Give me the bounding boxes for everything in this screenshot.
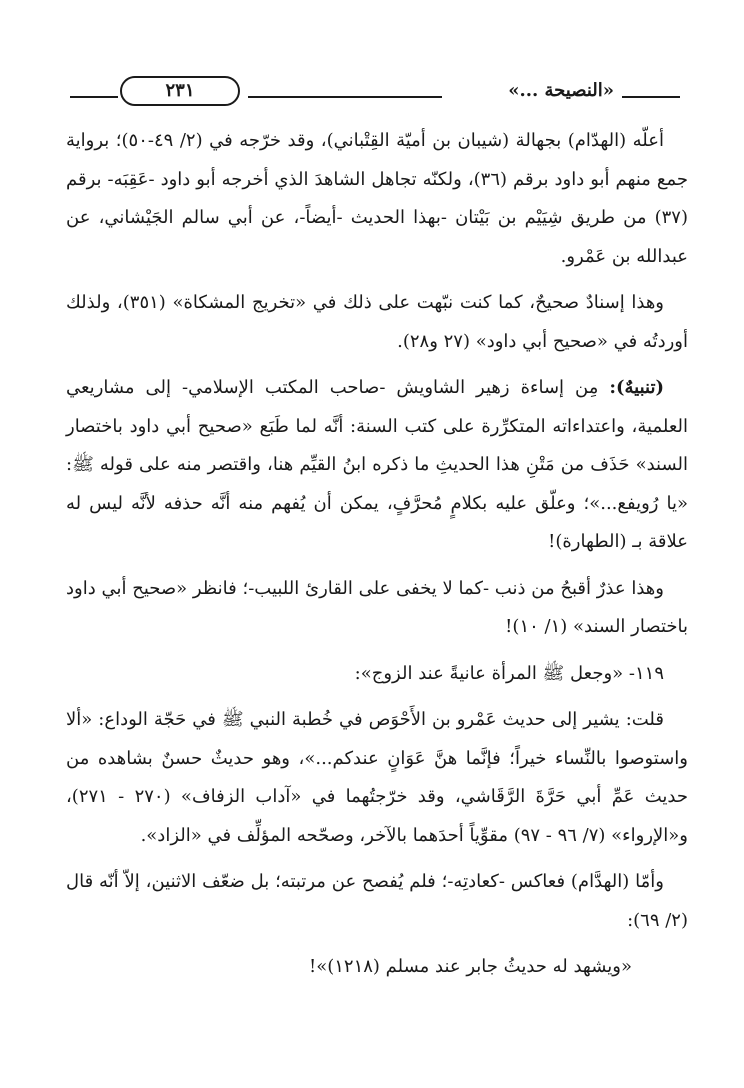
running-title: «النصيحة ...» xyxy=(508,80,614,101)
paragraph-4: وهذا عذرٌ أقبحُ من ذنب -كما لا يخفى على القارئ اللبيب-؛ فانظر «صحيح أبي داود باختصار السند» (١/ ١٠)! xyxy=(66,577,688,637)
paragraph-1: أعلّه (الهدّام) بجهالة (شيبان بن أميّة القِتْباني)، وقد خرّجه في (٢/ ٤٩-٥٠)؛ برواية جمع منهم أبو داود برقم (٣٦)، ولكنّه تجاهل الشاهدَ الذي أخرجه أبو داود -عَقِبَه- برقم (٣٧) من طريق شِيَيْم بن بَيْتان -بهذا الحديث -أيضاً-، عن أبي سالم الجَيْشاني، عن عبدالله بن عَمْرو. xyxy=(66,130,688,267)
header-rule-right xyxy=(622,96,680,98)
paragraph-7: وأمّا (الهدَّام) فعاكس -كعادتِه-؛ فلم يُفصح عن مرتبته؛ بل ضعّف الاثنين، إلاّ أنّه قال (٢/ ٦٩): xyxy=(66,871,688,931)
page-header xyxy=(70,72,680,112)
page-number-badge: ٢٣١ xyxy=(120,76,240,106)
paragraph-8: «ويشهد له حديثُ جابر عند مسلم (١٢١٨)»! xyxy=(308,956,632,977)
paragraph-2: وهذا إسنادٌ صحيحٌ، كما كنت نبّهت على ذلك في «تخريج المشكاة» (٣٥١)، ولذلك أوردتُه في «صحيح أبي داود» (٢٧ و٢٨). xyxy=(66,292,688,352)
note-text: مِن إساءة زهير الشاويش -صاحب المكتب الإسلامي- إلى مشاريعي العلمية، واعتداءاته المتكرِّرة على كتب السنة: أنَّه لما طَبَع «صحيح أبي داود باختصار السند» حَذَف من مَتْنِ هذا الحديثِ ما ذكره ابنُ القيِّم هنا، واقتصر منه على قوله ﷺ: «يا رُويفع...»؛ وعلّق عليه بكلامٍ مُحرَّفٍ، يمكن أن يُفهم منه أنَّه حذفه لأنَّه ليس له علاقة بـ (الطهارة)! xyxy=(66,377,688,552)
paragraph-6: قلت: يشير إلى حديث عَمْرو بن الأَحْوَص في خُطبة النبي ﷺ في حَجّة الوداع: «ألا واستوصوا بالنِّساء خيراً؛ فإنَّما هنَّ عَوَانٍ عندكم...»، وهو حديثٌ حسنٌ بشاهده من حديث عَمِّ أبي حَرَّةَ الرَّقَاشي، وقد خرّجتُهما في «آداب الزفاف» (٢٧٠ - ٢٧١)، و«الإرواء» (٧/ ٩٦ - ٩٧) مقوِّياً أحدَهما بالآخر، وصحّحه المؤلِّف في «الزاد». xyxy=(66,709,688,846)
header-rule-left xyxy=(70,96,118,98)
paragraph-5: ١١٩- «وجعل ﷺ المرأة عانيةً عند الزوج»: xyxy=(354,662,664,684)
page-body xyxy=(66,122,688,995)
header-rule-middle xyxy=(248,96,442,98)
paragraph-note xyxy=(66,369,688,562)
note-label: (تنبيهٌ): xyxy=(609,377,664,398)
